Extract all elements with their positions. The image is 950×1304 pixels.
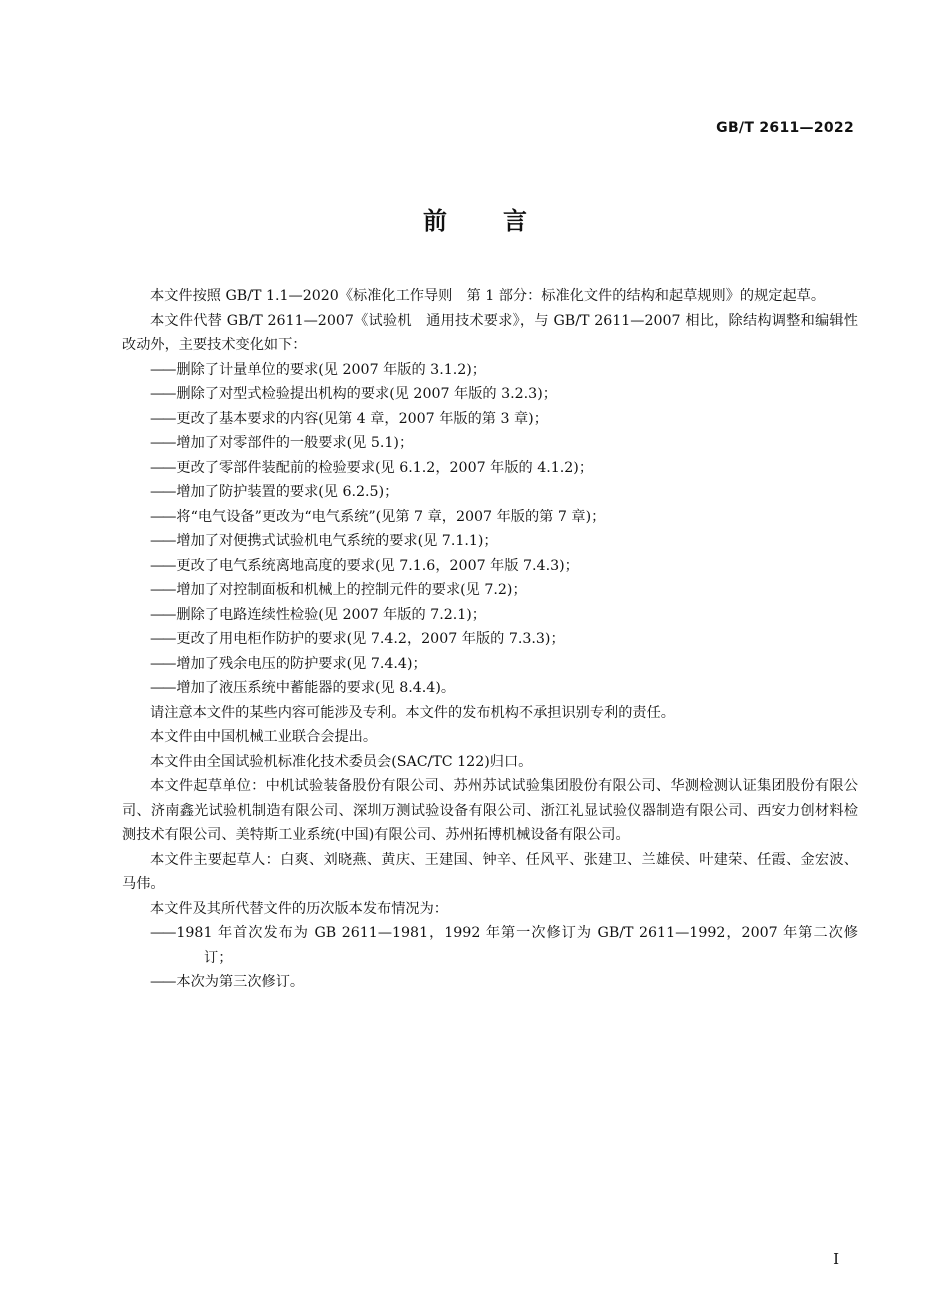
paragraph-replacement: 本文件代替 GB/T 2611—2007《试验机 通用技术要求》，与 GB/T 2611—2007 相比，除结构调整和编辑性改动外，主要技术变化如下： — [122, 312, 858, 353]
list-item: —— 更改了电气系统离地高度的要求(见 7.1.6，2007 年版 7.4.3)； — [150, 557, 579, 574]
list-item: —— 本次为第三次修订。 — [150, 974, 305, 990]
list-item: —— 增加了对控制面板和机械上的控制元件的要求(见 7.2)； — [150, 582, 527, 598]
dash-marker: —— — [150, 631, 175, 647]
history-list — [122, 921, 858, 995]
paragraph-patent-notice: 请注意本文件的某些内容可能涉及专利。本文件的发布机构不承担识别专利的责任。 — [150, 704, 675, 721]
dash-marker: —— — [150, 508, 175, 525]
list-item: —— 增加了液压系统中蓄能器的要求(见 8.4.4)。 — [150, 680, 456, 696]
page-number: I — [833, 1250, 839, 1268]
dash-marker: —— — [150, 655, 175, 672]
paragraph-committee: 本文件由全国试验机标准化技术委员会(SAC/TC 122)归口。 — [150, 753, 533, 770]
dash-marker: —— — [150, 484, 175, 500]
list-item: —— 1981 年首次发布为 GB 2611—1981，1992 年第一次修订为 GB/T 2611—1992，2007 年第二次修订； — [150, 925, 858, 966]
list-item: —— 将“电气设备”更改为“电气系统”(见第 7 章，2007 年版的第 7 章)； — [150, 508, 606, 525]
paragraph-proposer: 本文件由中国机械工业联合会提出。 — [150, 729, 378, 745]
dash-marker: —— — [150, 435, 175, 451]
list-item: —— 更改了零部件装配前的检验要求(见 6.1.2，2007 年版的 4.1.2)； — [150, 459, 594, 476]
foreword-body — [122, 284, 858, 995]
list-item: —— 更改了用电柜作防护的要求(见 7.4.2，2007 年版的 7.3.3)； — [150, 631, 565, 647]
list-item: —— 删除了电路连续性检验(见 2007 年版的 7.2.1)； — [150, 606, 486, 623]
dash-marker: —— — [150, 533, 175, 549]
list-item: —— 增加了防护装置的要求(见 6.2.5)； — [150, 484, 399, 500]
standard-number: GB/T 2611—2022 — [716, 120, 854, 136]
list-item: —— 更改了基本要求的内容(见第 4 章，2007 年版的第 3 章)； — [150, 410, 548, 427]
paragraph-drafting-units: 本文件起草单位：中机试验装备股份有限公司、苏州苏试试验集团股份有限公司、华测检测认证集团股份有限公司、济南鑫光试验机制造有限公司、深圳万测试验设备有限公司、浙江礼显试验仪器制造有限公司、西安力创材料检测技术有限公司、美特斯工业系统(中国)有限公司、苏州拓博机械设备有限公司。 — [122, 778, 858, 843]
paragraph-drafters: 本文件主要起草人：白爽、刘晓燕、黄庆、王建国、钟辛、任风平、张建卫、兰雄侯、叶建荣、任霞、金宏波、马伟。 — [122, 851, 858, 892]
list-item: —— 增加了对零部件的一般要求(见 5.1)； — [150, 435, 414, 451]
paragraph-drafting-rules: 本文件按照 GB/T 1.1—2020《标准化工作导则 第 1 部分：标准化文件的结构和起草规则》的规定起草。 — [150, 288, 826, 304]
dash-marker: —— — [150, 606, 175, 623]
list-item: —— 增加了残余电压的防护要求(见 7.4.4)； — [150, 655, 427, 672]
page-title: 前言 — [423, 207, 583, 235]
dash-marker: —— — [150, 459, 175, 476]
dash-marker: —— — [150, 361, 175, 378]
list-item: —— 增加了对便携式试验机电气系统的要求(见 7.1.1)； — [150, 533, 498, 549]
paragraph-history-intro: 本文件及其所代替文件的历次版本发布情况为： — [150, 900, 448, 917]
changes-list — [122, 358, 858, 701]
list-item: —— 删除了对型式检验提出机构的要求(见 2007 年版的 3.2.3)； — [150, 386, 557, 402]
dash-marker: —— — [150, 974, 175, 990]
dash-marker: —— — [150, 557, 175, 574]
dash-marker: —— — [150, 386, 175, 402]
dash-marker: —— — [150, 582, 175, 598]
dash-marker: —— — [150, 680, 175, 696]
dash-marker: —— — [150, 410, 175, 427]
list-item: —— 删除了计量单位的要求(见 2007 年版的 3.1.2)； — [150, 361, 486, 378]
dash-marker: —— — [150, 925, 175, 941]
